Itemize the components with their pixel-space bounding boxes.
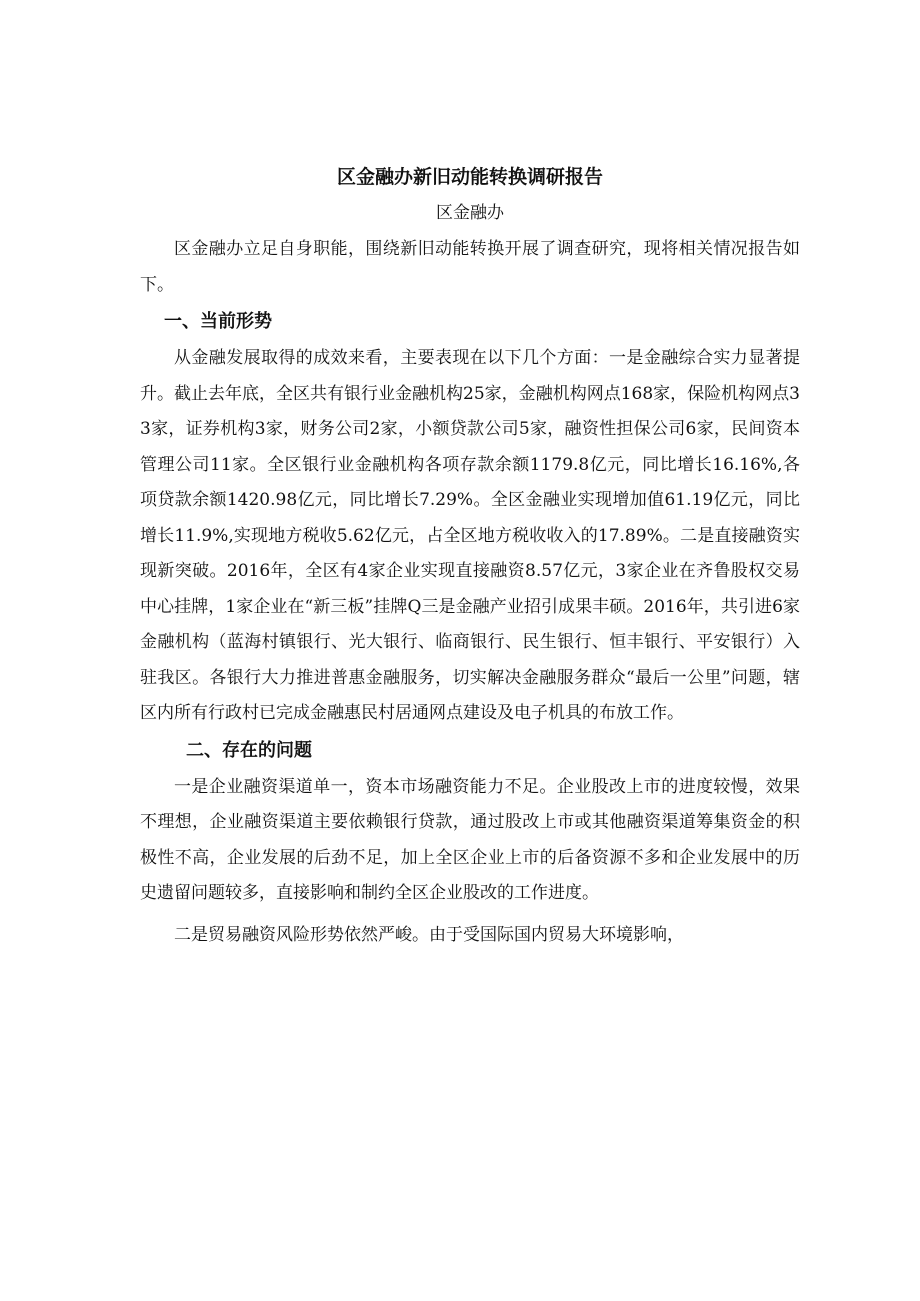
section-heading-existing-problems: 二、存在的问题 — [186, 739, 312, 761]
current-situation-paragraph: 从金融发展取得的成效来看，主要表现在以下几个方面：一是金融综合实力显著提升。截止去年底，全区共有银行业金融机构25家，金融机构网点168家，保险机构网点33家，证券机构3家，财务公司2家，小额贷款公司5家，融资性担保公司6家，民间资本管理公司11家。全区银行业金融机构各项存款余额1179.8亿元，同比增长16.16%,各项贷款余额1420.98亿元，同比增长7.29%。全区金融业实现增加值61.19亿元，同比增长11.9%,实现地方税收5.62亿元，占全区地方税收收入的17.89%。二是直接融资实现新突破。2016年，全区有4家企业实现直接融资8.57亿元，3家企业在齐鲁股权交易中心挂牌，1家企业在“新三板”挂牌Q三是金融产业招引成果丰硕。2016年，共引进6家金融机构（蓝海村镇银行、光大银行、临商银行、民生银行、恒丰银行、平安银行）入驻我区。各银行大力推进普惠金融服务，切实解决金融服务群众“最后一公里”问题，辖区内所有行政村已完成金融惠民村居通网点建设及电子机具的布放工作。 — [140, 348, 800, 723]
document-author: 区金融办 — [436, 203, 504, 223]
section-heading-current-situation: 一、当前形势 — [164, 311, 272, 332]
document-body — [140, 160, 800, 953]
intro-paragraph: 区金融办立足自身职能，围绕新旧动能转换开展了调查研究，现将相关情况报告如下。 — [140, 239, 800, 295]
problem-paragraph-1: 一是企业融资渠道单一，资本市场融资能力不足。企业股改上市的进度较慢，效果不理想，企业融资渠道主要依赖银行贷款，通过股改上市或其他融资渠道筹集资金的积极性不高，企业发展的后劲不足，加上全区企业上市的后备资源不多和企业发展中的历史遗留问题较多，直接影响和制约全区企业股改的工作进度。 — [140, 776, 800, 903]
problem-paragraph-2: 二是贸易融资风险形势依然严峻。由于受国际国内贸易大环境影响， — [174, 924, 684, 945]
document-title: 区金融办新旧动能转换调研报告 — [336, 166, 603, 188]
